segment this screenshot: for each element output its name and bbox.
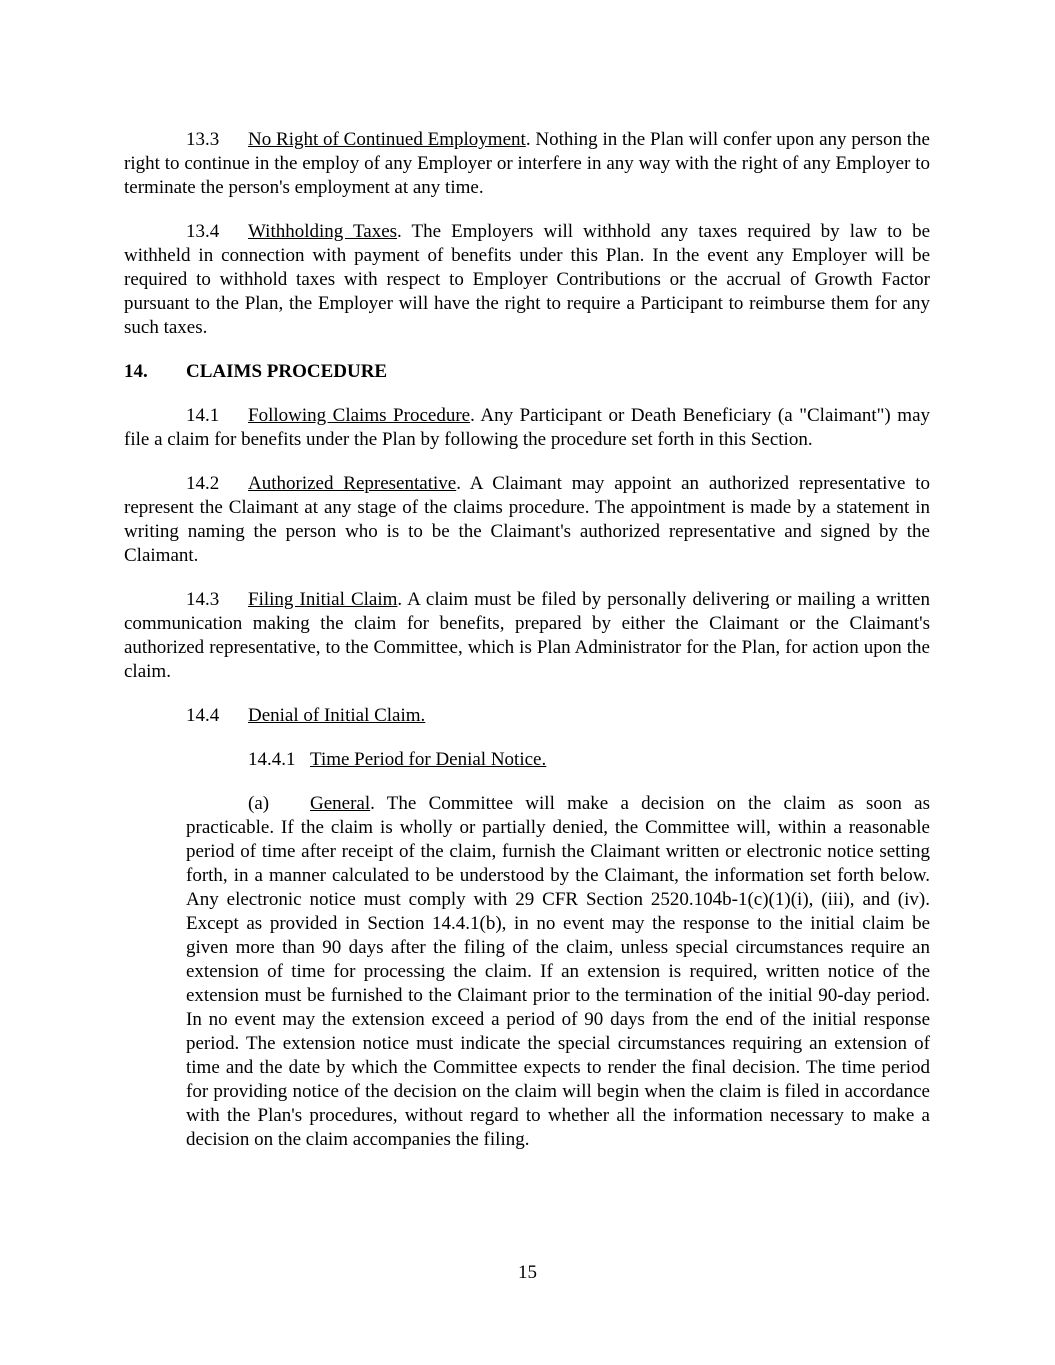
section-14-4 — [124, 704, 930, 728]
section-number: 14. — [124, 361, 148, 382]
section-title: CLAIMS PROCEDURE — [186, 361, 388, 382]
section-text: . The Committee will make a decision on the claim as soon as practicable. If the claim is wholly or partially denied, the Committee will, within a reasonable period of time after receipt of the claim, furnish the Claimant written or electronic notice setting forth, in a manner calculated to be understood by the Claimant, the information set forth below. Any electronic notice must comply with 29 CFR Section 2520.104b-1(c)(1)(i), (iii), and (iv). Except as provided in Section 14.4.1(b), in no event may the response to the initial claim be given more than 90 days after the filing of the claim, unless special circumstances require an extension of time for processing the claim. If an extension is required, written notice of the extension must be furnished to the Claimant prior to the termination of the initial 90-day period. In no event may the extension exceed a period of 90 days from the end of the initial response period. The extension notice must indicate the special circumstances requiring an extension of time and the date by which the Committee expects to render the final decision. The time period for providing notice of the decision on the claim will begin when the claim is filed in accordance with the Plan's procedures, without regard to whether all the information necessary to make a decision on the claim accompanies the filing. — [186, 793, 930, 1150]
section-number: 14.1 — [186, 405, 220, 426]
section-number: 14.4.1 — [248, 749, 296, 770]
section-text: . A claim must be filed by personally delivering or mailing a written communication making the claim for benefits, prepared by either the Claimant or the Claimant's authorized representative, to the Committee, which is Plan Administrator for the Plan, for action upon the claim. — [124, 589, 930, 682]
section-text: . Any Participant or Death Beneficiary (a "Claimant") may file a claim for benefits under the Plan by following the procedure set forth in this Section. — [124, 405, 931, 450]
section-title: No Right of Continued Employment — [248, 129, 526, 150]
section-text: . The Employers will withhold any taxes required by law to be withheld in connection with payment of benefits under this Plan. In the event any Employer will be required to withhold taxes with respect to Employer Contributions or the accrual of Growth Factor pursuant to the Plan, the Employer will have the right to require a Participant to reimburse them for any such taxes. — [124, 221, 931, 338]
section-14-4-1 — [124, 748, 930, 772]
section-number: 13.3 — [186, 129, 220, 150]
section-14-3 — [124, 588, 930, 684]
section-14-2 — [124, 472, 930, 568]
section-title: Following Claims Procedure — [248, 405, 471, 426]
section-13-3 — [124, 128, 930, 200]
section-text: . A Claimant may appoint an authorized representative to represent the Claimant at any stage of the claims procedure. The appointment is made by a statement in writing naming the person who is to be the Claimant's authorized representative and signed by the Claimant. — [124, 473, 930, 566]
section-number: (a) — [248, 793, 270, 814]
section-title: Denial of Initial Claim. — [248, 705, 426, 726]
section-13-4 — [124, 220, 930, 340]
section-title: Withholding Taxes — [248, 221, 398, 242]
section-number: 14.2 — [186, 473, 220, 494]
section-number: 13.4 — [186, 221, 220, 242]
section-text: . Nothing in the Plan will confer upon any person the right to continue in the employ of any Employer or interfere in any way with the right of any Employer to terminate the person's employment at any time. — [124, 129, 930, 198]
section-14-4-1-a — [124, 792, 930, 1152]
section-number: 14.3 — [186, 589, 220, 610]
section-14-heading — [124, 360, 930, 384]
document-page — [124, 128, 930, 1152]
section-title: General — [310, 793, 371, 814]
section-title: Authorized Representative — [248, 473, 457, 494]
section-number: 14.4 — [186, 705, 220, 726]
section-title: Time Period for Denial Notice. — [310, 749, 547, 770]
section-title: Filing Initial Claim — [248, 589, 398, 610]
section-14-1 — [124, 404, 930, 452]
page-number: 15 — [518, 1262, 537, 1283]
